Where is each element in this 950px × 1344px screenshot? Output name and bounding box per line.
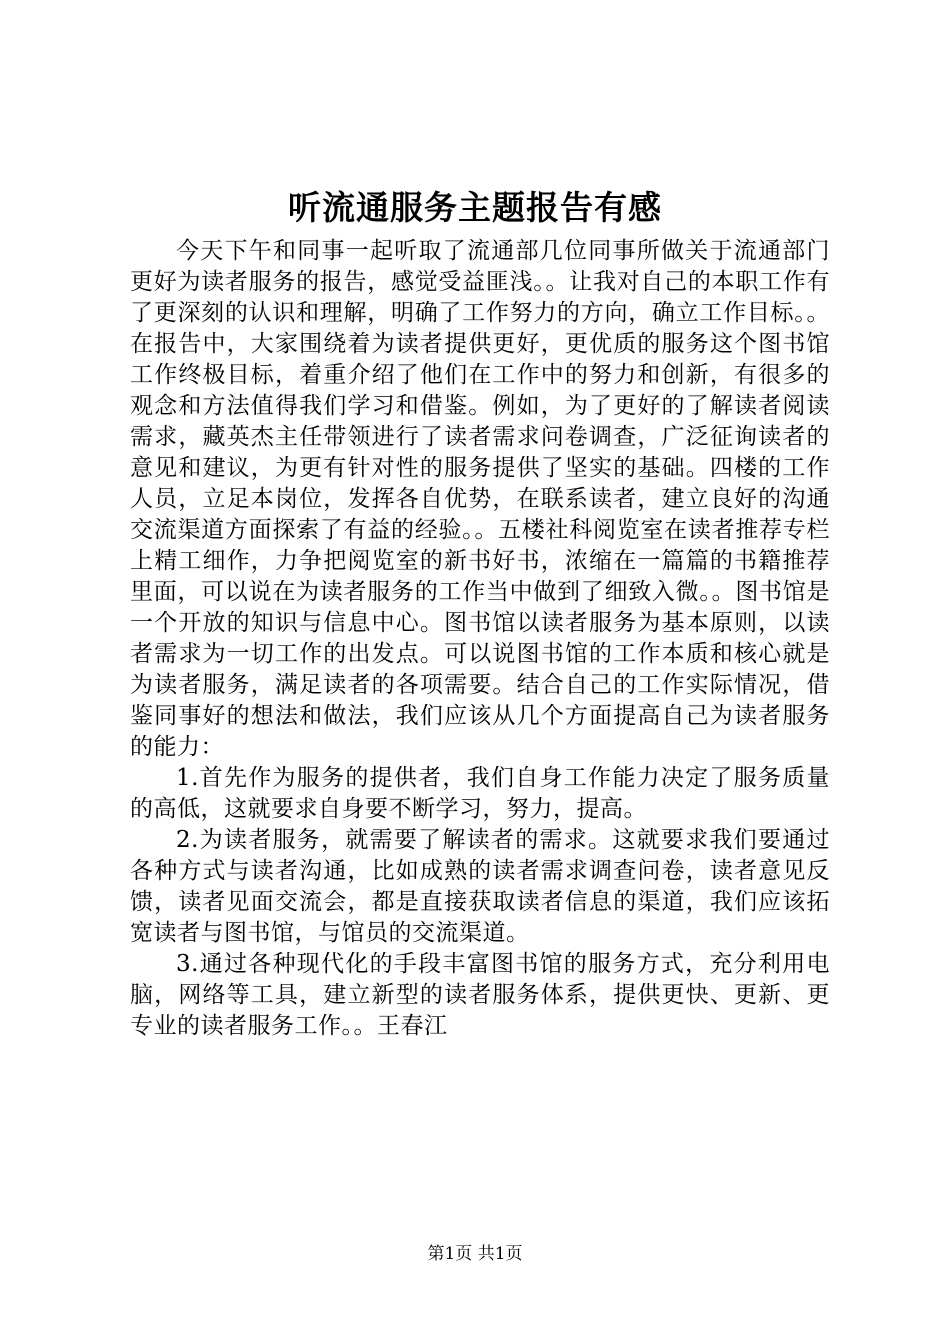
paragraph-intro: 今天下午和同事一起听取了流通部几位同事所做关于流通部门更好为读者服务的报告，感觉受益匪浅。。让我对自己的本职工作有了更深刻的认识和理解，明确了工作努力的方向，确立工作目标。。在报告中，大家围绕着为读者提供更好，更优质的服务这个图书馆工作终极目标，着重介绍了他们在工作中的努力和创新，有很多的观念和方法值得我们学习和借鉴。例如，为了更好的了解读者阅读需求，藏英杰主任带领进行了读者需求问卷调查，广泛征询读者的意见和建议，为更有针对性的服务提供了坚实的基础。四楼的工作人员，立足本岗位，发挥各自优势，在联系读者，建立良好的沟通交流渠道方面探索了有益的经验。。五楼社科阅览室在读者推荐专栏上精工细作，力争把阅览室的新书好书，浓缩在一篇篇的书籍推荐里面，可以说在为读者服务的工作当中做到了细致入微。。图书馆是一个开放的知识与信息中心。图书馆以读者服务为基本原则，以读者需求为一切工作的出发点。可以说图书馆的工作本质和核心就是为读者服务，满足读者的各项需要。结合自己的工作实际情况，借鉴同事好的想法和做法，我们应该从几个方面提高自己为读者服务的能力： xyxy=(130,238,830,760)
document-title: 听流通服务主题报告有感 xyxy=(288,188,662,227)
paragraph-point-1: 1.首先作为服务的提供者，我们自身工作能力决定了服务质量的高低，这就要求自身要不断学习，努力，提高。 xyxy=(130,765,830,822)
page-number-footer: 第1页 共1页 xyxy=(427,1244,523,1264)
paragraph-point-3: 3.通过各种现代化的手段丰富图书馆的服务方式，充分利用电脑，网络等工具，建立新型的读者服务体系，提供更快、更新、更专业的读者服务工作。。王春江 xyxy=(130,951,830,1039)
paragraph-point-2: 2.为读者服务，就需要了解读者的需求。这就要求我们要通过各种方式与读者沟通，比如成熟的读者需求调查问卷，读者意见反馈，读者见面交流会，都是直接获取读者信息的渠道，我们应该拓宽读者与图书馆，与馆员的交流渠道。 xyxy=(130,827,830,946)
document-body xyxy=(130,236,830,1042)
